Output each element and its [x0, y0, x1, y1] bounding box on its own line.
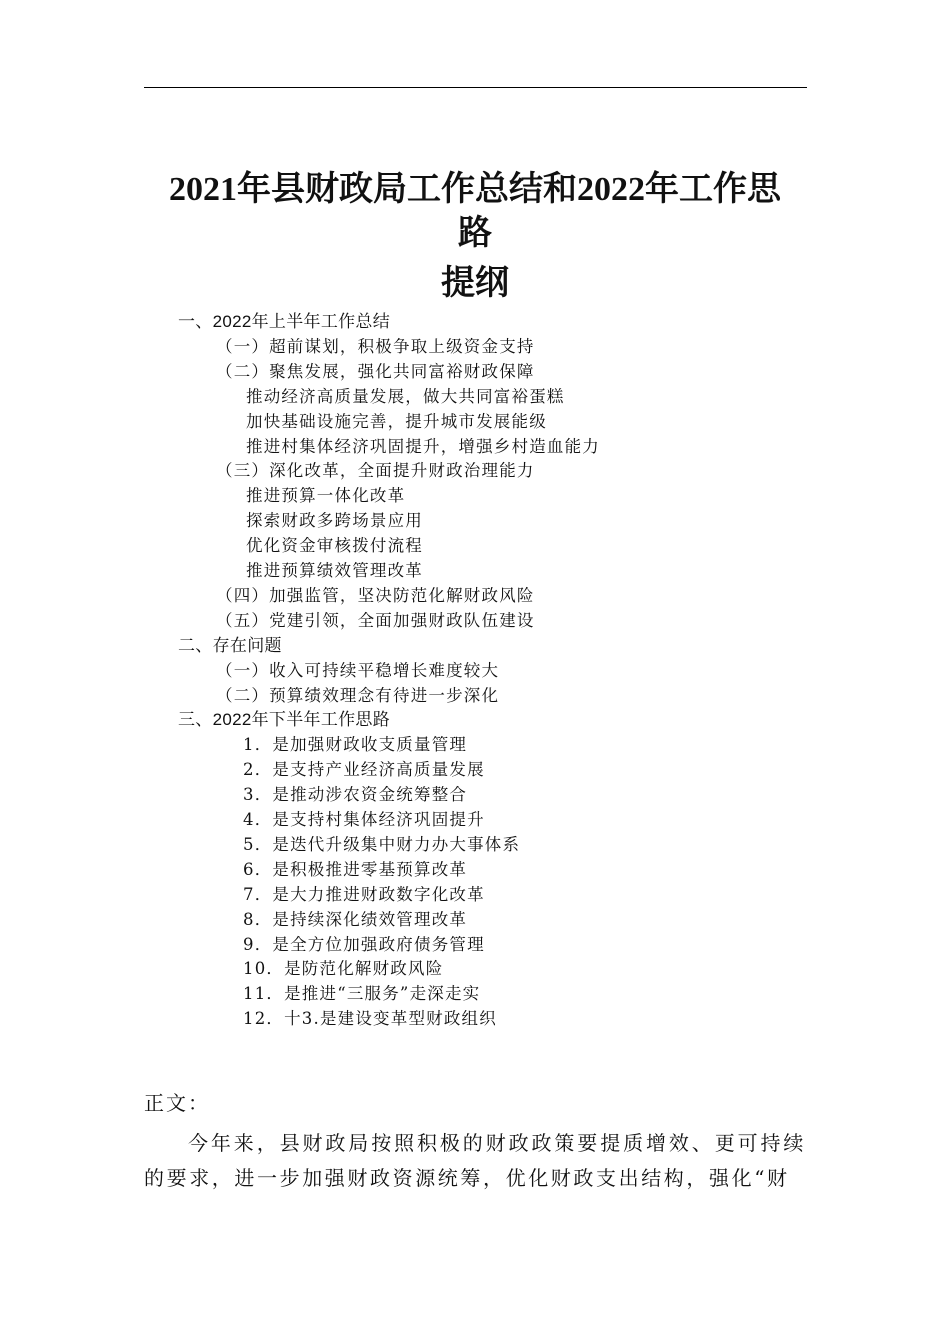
outline-section-heading: 二、存在问题: [178, 635, 282, 655]
outline-item: 优化资金审核拨付流程: [246, 536, 423, 556]
outline-subsection: （一）超前谋划，积极争取上级资金支持: [216, 336, 535, 356]
document-title-line-1: 2021年县财政局工作总结和2022年工作思: [169, 171, 781, 208]
outline-subsection: （五）党建引领，全面加强财政队伍建设: [216, 610, 535, 630]
document-title-outline: 提纲: [441, 265, 509, 302]
outline-item: 探索财政多跨场景应用: [246, 511, 423, 531]
outline-numbered-item: 1．是加强财政收支质量管理: [243, 735, 468, 755]
outline-subsection: （四）加强监管，坚决防范化解财政风险: [216, 585, 535, 605]
outline-numbered-item: 6．是积极推进零基预算改革: [243, 859, 468, 879]
outline-subsection: （二）聚焦发展，强化共同富裕财政保障: [216, 361, 535, 381]
outline-item: 推进预算绩效管理改革: [246, 561, 423, 580]
outline-numbered-item: 12．十3.是建设变革型财政组织: [243, 1009, 497, 1029]
outline-item: 推进村集体经济巩固提升，增强乡村造血能力: [246, 436, 600, 456]
outline-numbered-item: 2．是支持产业经济高质量发展: [243, 760, 485, 780]
outline-numbered-item: 8．是持续深化绩效管理改革: [243, 909, 468, 929]
outline-section-heading: 三、2022年下半年工作思路: [178, 710, 391, 730]
outline-subsection: （一）收入可持续平稳增长难度较大: [216, 660, 500, 680]
outline-section-heading: 一、2022年上半年工作总结: [178, 312, 391, 331]
outline-numbered-item: 4．是支持村集体经济巩固提升: [243, 810, 485, 829]
body-label: 正文：: [144, 1091, 210, 1115]
body-paragraph: 今年来，县财政局按照积极的财政政策要提质增效、更可持续的要求，进一步加强财政资源统筹，优化财政支出结构，强化“财: [144, 1131, 806, 1190]
outline-numbered-item: 7．是大力推进财政数字化改革: [243, 884, 485, 904]
outline-item: 加快基础设施完善，提升城市发展能级: [246, 411, 547, 431]
outline-numbered-item: 3．是推动涉农资金统筹整合: [243, 785, 468, 805]
outline-subsection: （三）深化改革，全面提升财政治理能力: [216, 461, 535, 481]
outline-numbered-item: 9．是全方位加强政府债务管理: [243, 934, 485, 954]
outline-numbered-item: 5．是迭代升级集中财力办大事体系: [243, 834, 521, 854]
outline-numbered-item: 10．是防范化解财政风险: [243, 959, 444, 979]
header-rule: [144, 87, 807, 88]
outline-numbered-item: 11．是推进“三服务”走深走实: [243, 984, 481, 1004]
outline-item: 推动经济高质量发展，做大共同富裕蛋糕: [246, 386, 565, 406]
outline-item: 推进预算一体化改革: [246, 486, 406, 506]
outline-subsection: （二）预算绩效理念有待进一步深化: [216, 685, 500, 705]
document-title-line-2: 路: [458, 215, 492, 252]
